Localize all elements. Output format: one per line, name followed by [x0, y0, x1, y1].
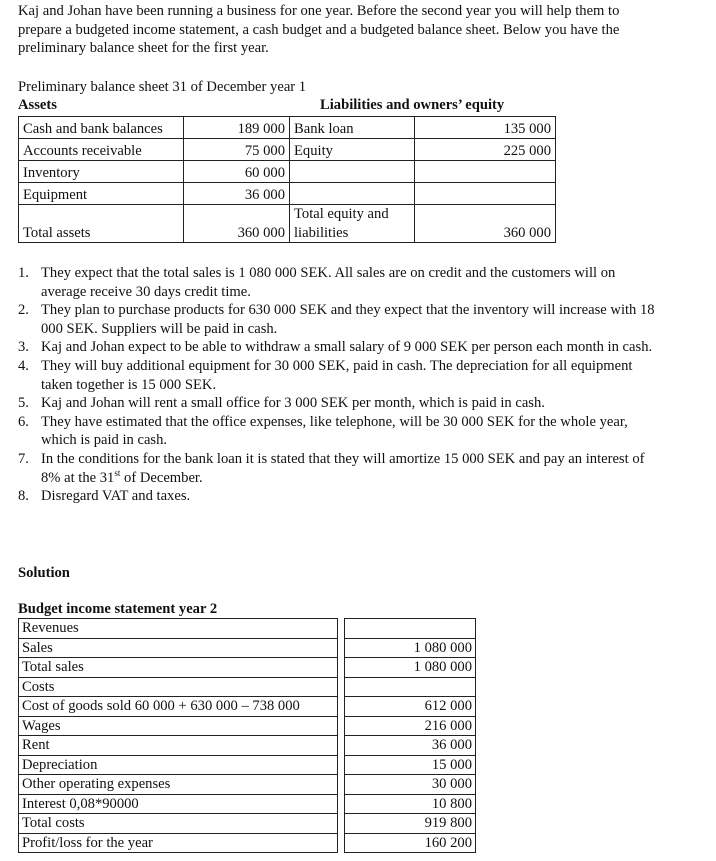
row-label: Interest 0,08*90000 — [19, 794, 338, 814]
liability-label: Bank loan — [290, 117, 415, 139]
row-value: 1 080 000 — [345, 638, 476, 658]
liability-label: Equity — [290, 139, 415, 161]
total-row — [19, 205, 556, 243]
liabilities-header: Liabilities and owners’ equity — [320, 97, 505, 113]
row-label: Total costs — [19, 814, 338, 834]
asset-value: 60 000 — [184, 161, 290, 183]
item-number: 8. — [18, 488, 29, 505]
item-text: They will buy additional equipment for 30 000 SEK, paid in cash. The depreciation for all equipment taken together is 15 000 SEK. — [41, 357, 633, 393]
asset-label: Cash and bank balances — [19, 117, 184, 139]
asset-value: 75 000 — [184, 139, 290, 161]
item-number: 4. — [18, 357, 29, 374]
item-text: They expect that the total sales is 1 080 000 SEK. All sales are on credit and the customers will on average receive 30 days credit time. — [41, 265, 616, 300]
table-row — [19, 697, 476, 717]
row-value: 160 200 — [345, 833, 476, 853]
row-label: Other operating expenses — [19, 775, 338, 795]
row-value: 1 080 000 — [345, 658, 476, 678]
list-item — [18, 413, 658, 450]
table-row — [19, 677, 476, 697]
intro-paragraph — [18, 2, 658, 58]
liability-value: 135 000 — [415, 117, 556, 139]
list-item — [18, 394, 658, 413]
liability-value: 225 000 — [415, 139, 556, 161]
row-label: Costs — [19, 677, 338, 697]
assets-header: Assets — [18, 97, 57, 113]
row-label: Wages — [19, 716, 338, 736]
income-statement-title: Budget income statement year 2 — [18, 601, 218, 617]
intro-text: Kaj and Johan have been running a business for one year. Before the second year you will help them to prepare a budgeted income statement, a cash budget and a budgeted balance sheet. Below you have the preliminary balance sheet for the first year. — [18, 3, 620, 56]
item-text: They plan to purchase products for 630 000 SEK and they expect that the inventory will increase with 18 000 SEK. Suppliers will be paid in cash. — [41, 302, 655, 337]
total-assets-value: 360 000 — [184, 205, 290, 243]
list-item — [18, 487, 658, 506]
item-text-a: In the conditions for the bank loan it is stated that they will amortize 15 000 SEK and pay an interest of 8% at the 31 — [41, 450, 645, 486]
liability-value — [415, 183, 556, 205]
table-row — [19, 814, 476, 834]
table-row — [19, 736, 476, 756]
table-row — [19, 794, 476, 814]
item-number: 5. — [18, 395, 29, 412]
item-text: Disregard VAT and taxes. — [41, 488, 191, 505]
asset-label: Accounts receivable — [19, 139, 184, 161]
item-number: 2. — [18, 302, 29, 319]
list-item — [18, 338, 658, 357]
table-row — [19, 139, 556, 161]
row-label: Sales — [19, 638, 338, 658]
table-row — [19, 619, 476, 639]
item-number: 6. — [18, 413, 29, 430]
row-value: 36 000 — [345, 736, 476, 756]
table-row — [19, 638, 476, 658]
total-assets-label: Total assets — [19, 205, 184, 243]
row-value: 30 000 — [345, 775, 476, 795]
table-row — [19, 117, 556, 139]
item-text: They have estimated that the office expenses, like telephone, will be 30 000 SEK for the whole year, which is paid in cash. — [41, 413, 628, 449]
row-label: Cost of goods sold 60 000 + 630 000 – 738 000 — [19, 697, 338, 717]
list-item — [18, 264, 658, 301]
liability-value — [415, 161, 556, 183]
table-row — [19, 161, 556, 183]
liability-label — [290, 183, 415, 205]
row-label: Profit/loss for the year — [19, 833, 338, 853]
table-row — [19, 755, 476, 775]
row-label: Total sales — [19, 658, 338, 678]
conditions-list — [18, 264, 658, 506]
item-text-b: of December. — [120, 469, 203, 486]
table-row — [19, 183, 556, 205]
row-value: 612 000 — [345, 697, 476, 717]
asset-label: Inventory — [19, 161, 184, 183]
list-item — [18, 301, 658, 338]
item-number: 3. — [18, 339, 29, 356]
total-liabilities-line-1: Total equity and — [294, 206, 389, 222]
table-row — [19, 833, 476, 853]
item-number: 7. — [18, 450, 29, 467]
row-label: Rent — [19, 736, 338, 756]
balance-sheet-caption: Preliminary balance sheet 31 of December year 1 — [18, 79, 307, 95]
item-superscript: st — [114, 467, 121, 478]
row-value: 15 000 — [345, 755, 476, 775]
row-label: Depreciation — [19, 755, 338, 775]
total-liabilities-line-2: liabilities — [294, 224, 349, 241]
list-item — [18, 450, 658, 487]
asset-value: 189 000 — [184, 117, 290, 139]
solution-heading: Solution — [18, 565, 70, 581]
row-value — [345, 677, 476, 697]
income-statement-table — [18, 618, 476, 853]
row-label: Revenues — [19, 619, 338, 639]
item-text: Kaj and Johan expect to be able to withdraw a small salary of 9 000 SEK per person each month in cash. — [41, 339, 653, 356]
item-text: Kaj and Johan will rent a small office for 3 000 SEK per month, which is paid in cash. — [41, 395, 545, 412]
table-row — [19, 658, 476, 678]
asset-label: Equipment — [19, 183, 184, 205]
row-value: 10 800 — [345, 794, 476, 814]
table-row — [19, 775, 476, 795]
row-value: 216 000 — [345, 716, 476, 736]
list-item — [18, 357, 658, 394]
balance-sheet-table — [18, 116, 556, 243]
total-liabilities-value: 360 000 — [415, 205, 556, 243]
row-value — [345, 619, 476, 639]
item-number: 1. — [18, 265, 29, 281]
asset-value: 36 000 — [184, 183, 290, 205]
table-row — [19, 716, 476, 736]
row-value: 919 800 — [345, 814, 476, 834]
liability-label — [290, 161, 415, 183]
total-liabilities-label — [290, 205, 415, 243]
